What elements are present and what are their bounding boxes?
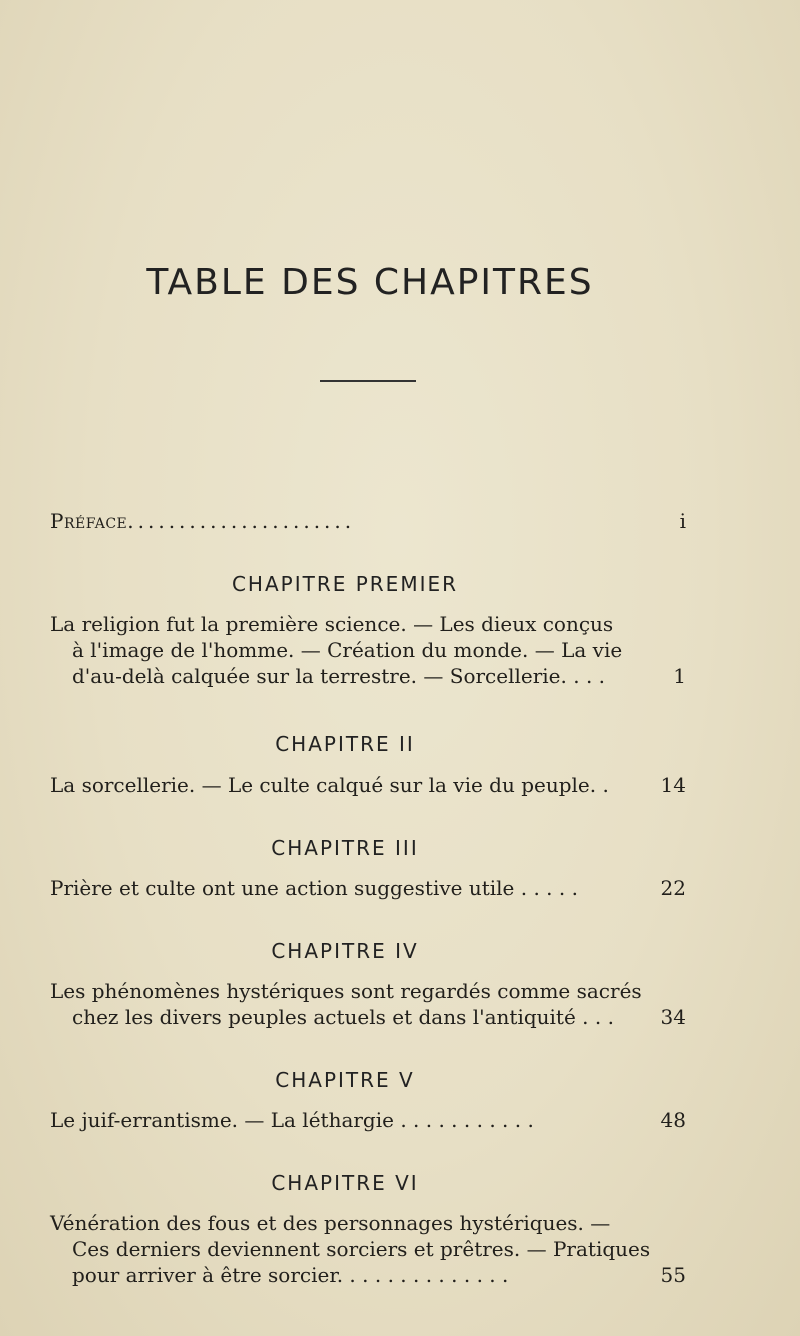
toc-entry-preface — [50, 508, 710, 534]
chapter-4-line: chez les divers peuples actuels et dans l'antiquité . . . — [72, 1005, 614, 1029]
chapter-2-heading: CHAPITRE II — [275, 732, 415, 756]
chapter-6-heading: CHAPITRE VI — [271, 1171, 419, 1195]
chapter-1-page-number: 1 — [673, 664, 686, 688]
chapter-5-page-number: 48 — [660, 1108, 686, 1132]
chapter-2-line: La sorcellerie. — Le culte calqué sur la vie du peuple. . — [50, 773, 609, 797]
chapter-3-line: Prière et culte ont une action suggestive utile . . . . . — [50, 876, 578, 900]
chapter-1-line: à l'image de l'homme. — Création du monde. — La vie — [72, 638, 623, 662]
chapter-4-line: Les phénomènes hystériques sont regardés comme sacrés — [50, 979, 642, 1003]
chapter-1-heading: CHAPITRE PREMIER — [231, 572, 459, 596]
title-rule — [320, 380, 416, 382]
chapter-5-line: Le juif-errantisme. — La léthargie . . . . . . . . . . . — [50, 1108, 534, 1132]
toc-entry-chapter-3 — [50, 875, 710, 901]
chapter-4-page-number: 34 — [660, 1005, 686, 1029]
chapter-3-heading: CHAPITRE III — [271, 836, 419, 860]
toc-entry-chapter-4 — [50, 978, 710, 1030]
chapter-1-line: d'au-delà calquée sur la terrestre. — Sorcellerie. . . . — [72, 664, 606, 688]
preface-page-number: i — [679, 509, 686, 533]
toc-entry-chapter-2 — [50, 772, 710, 798]
chapter-5-heading: CHAPITRE V — [275, 1068, 415, 1092]
preface-dots: ...................... — [127, 509, 356, 533]
chapter-6-page-number: 55 — [660, 1263, 686, 1287]
chapter-6-line: Ces derniers deviennent sorciers et prêtres. — Pratiques — [72, 1237, 651, 1261]
preface-label: Préface — [50, 509, 128, 533]
toc-entry-chapter-5 — [50, 1107, 710, 1133]
toc-entry-chapter-6 — [50, 1210, 710, 1288]
chapter-1-line: La religion fut la première science. — Les dieux conçus — [50, 612, 614, 636]
chapter-3-page-number: 22 — [660, 876, 686, 900]
chapter-6-line: pour arriver à être sorcier. . . . . . . . . . . . . . — [72, 1263, 509, 1287]
chapter-2-page-number: 14 — [660, 773, 686, 797]
chapter-4-heading: CHAPITRE IV — [271, 939, 419, 963]
chapter-6-line: Vénération des fous et des personnages hystériques. — — [50, 1211, 611, 1235]
toc-entry-chapter-1 — [50, 611, 710, 689]
page-title: TABLE DES CHAPITRES — [146, 262, 594, 303]
